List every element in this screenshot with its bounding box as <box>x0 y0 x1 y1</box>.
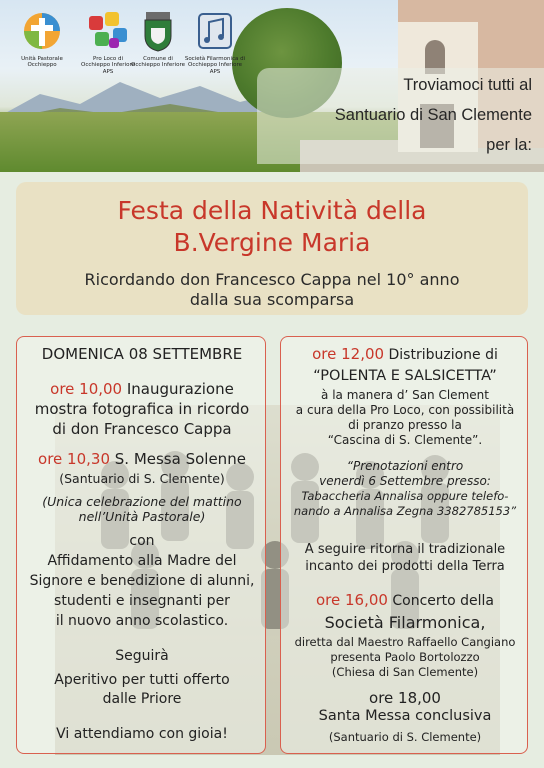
prenotazioni-line: “Prenotazioni entro <box>346 459 464 473</box>
time-label: ore 16,00 <box>315 591 388 609</box>
incanto-line: A seguire ritorna il tradizionale <box>304 542 506 557</box>
time-slot-16-00 <box>281 591 529 609</box>
event-text-line: “Cascina di S. Clemente”. <box>327 433 483 447</box>
closing-text: Vi attendiamo con gioia! <box>56 726 228 742</box>
subtitle-line-1: Ricordando don Francesco Cappa nel 10° anno <box>84 270 460 289</box>
event-text-line: di pranzo presso la <box>348 418 462 432</box>
tagline-line-1: Troviamoci tutti al <box>403 76 532 94</box>
note-text: nell’Unità Pastorale) <box>78 509 206 524</box>
tagline-line-3: per la: <box>486 136 532 154</box>
event-text-line: di don Francesco Cappa <box>52 420 232 438</box>
cross-circle-icon <box>22 10 62 52</box>
event-title-line-1: Festa della Natività della <box>117 196 427 225</box>
time-slot-12-00 <box>281 345 529 363</box>
puzzle-icon <box>85 10 131 52</box>
unita-pastorale-logo: Unità Pastorale Occhieppo <box>14 10 70 69</box>
time-slot-10-00 <box>17 380 267 398</box>
event-text-line: à la manera d’ San Clement <box>321 388 489 402</box>
event-title-line-2: B.Vergine Maria <box>173 228 371 257</box>
filarmonica-logo: Società Filarmonica di Occhieppo Inferiore APS <box>184 10 246 75</box>
time-label: ore 10,30 <box>38 450 110 468</box>
prenotazioni-line: venerdì 6 Settembre presso: <box>319 474 491 488</box>
filarmonica-text: Società Filarmonica, <box>324 613 486 632</box>
comune-logo: Comune di Occhieppo Inferiore <box>128 10 188 69</box>
incanto-line: incanto dei prodotti della Terra <box>305 559 505 574</box>
event-text-line: a cura della Pro Loco, con possibilità <box>295 403 515 417</box>
time-slot-10-30 <box>17 450 267 468</box>
event-text: S. Messa Solenne <box>110 450 246 468</box>
polenta-text: “POLENTA E SALSICETTA” <box>313 368 497 384</box>
affidamento-line: Signore e benedizione di alunni, <box>29 573 255 589</box>
subtitle-line-2: dalla sua scomparsa <box>189 290 355 309</box>
pro-loco-logo: Pro Loco di Occhieppo Inferiore APS <box>78 10 138 75</box>
location-text: (Chiesa di San Clemente) <box>331 665 479 679</box>
time-slot-18-00: ore 18,00 <box>369 689 441 707</box>
event-text-line: mostra fotografica in ricordo <box>34 400 250 418</box>
event-text-line: presenta Paolo Bortolozzo <box>330 650 480 664</box>
coat-of-arms-icon <box>140 10 176 52</box>
music-lyre-icon <box>195 10 235 52</box>
note-text: (Unica celebrazione del mattino <box>42 494 242 509</box>
event-date: DOMENICA 08 SETTEMBRE <box>41 345 243 363</box>
time-label: ore 10,00 <box>50 380 123 398</box>
program-afternoon-panel <box>280 336 528 754</box>
location-text: (Santuario di S. Clemente) <box>328 730 482 744</box>
affidamento-line: il nuovo anno scolastico. <box>55 613 229 629</box>
prenotazioni-line: Tabaccheria Annalisa oppure telefo- <box>301 489 509 503</box>
event-text: Santa Messa conclusiva <box>318 708 492 724</box>
seguira-text: Seguirà <box>115 648 169 664</box>
affidamento-line: Affidamento alla Madre del <box>47 553 237 569</box>
tagline-box <box>257 68 544 164</box>
event-text-line: diretta dal Maestro Raffaello Cangiano <box>294 635 516 649</box>
program-morning-panel <box>16 336 266 754</box>
location-text: (Santuario di S. Clemente) <box>59 471 225 486</box>
event-text: Inaugurazione <box>122 380 234 398</box>
con-text: con <box>129 533 155 549</box>
aperitivo-line: Aperitivo per tutti offerto <box>54 672 230 688</box>
affidamento-line: studenti e insegnanti per <box>54 593 230 609</box>
prenotazioni-line: nando a Annalisa Zegna 3382785153” <box>293 504 517 518</box>
event-text: Distribuzione di <box>384 347 498 363</box>
time-label: ore 12,00 <box>312 345 385 363</box>
title-banner <box>16 182 528 315</box>
event-text: Concerto della <box>387 593 495 609</box>
tagline-line-2: Santuario di San Clemente <box>334 106 532 124</box>
aperitivo-line: dalle Priore <box>102 691 182 707</box>
